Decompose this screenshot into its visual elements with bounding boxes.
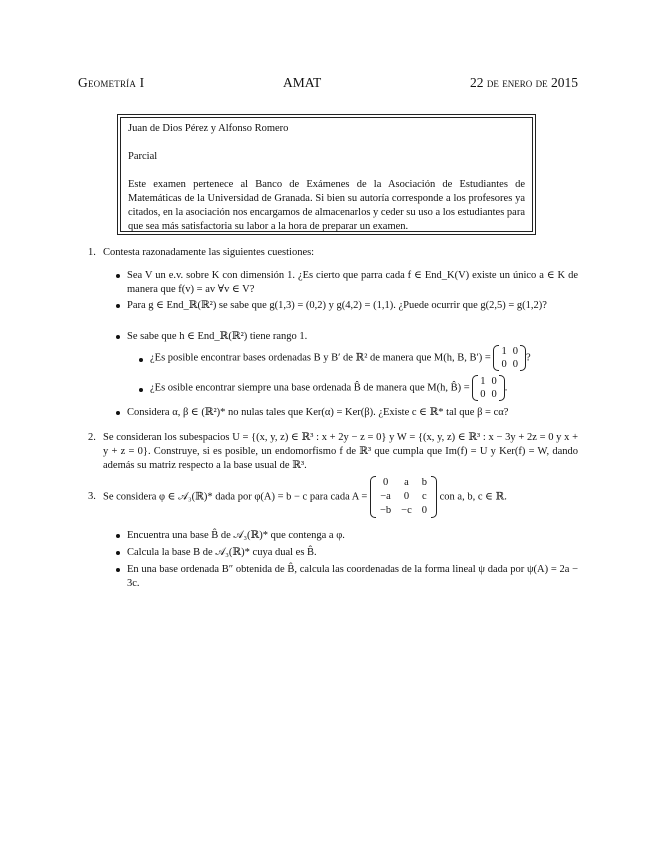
matrix-entry: 0 [512,359,518,370]
item-text: Calcula la base B de 𝒜₃(ℝ)* cuya dual es B̂. [127,547,317,558]
item-text: Encuentra una base B̂ de 𝒜₃(ℝ)* que contenga a φ. [127,530,345,541]
authors: Juan de Dios Pérez y Alfonso Romero [128,123,289,134]
item-text: En una base ordenada B″ obtenida de B̂, calcula las coordenadas de la forma lineal ψ dada por ψ(A) = 2a − 3c. [127,564,578,589]
matrix-entry: 0 [480,389,486,400]
subitem-suffix: . [504,382,508,394]
matrix-entry: 0 [382,477,389,488]
course-title: Geometría I [78,75,145,90]
matrix-entry: −a [380,491,391,502]
question-number: 3. [88,491,96,502]
question-text: Se consideran los subespacios U = {(x, y, z) ∈ ℝ³ : x + 2y − z = 0} y W = {(x, y, z) ∈ ℝ³ : x − 3y + 2z = 0 y x + y + z = 0}. Construye, si es posible, un endomorfismo f de ℝ³ que cumpla que Im(f) = U y Ker(f) = W, dando además su matriz respecto a la base usual de ℝ³. [103,432,578,471]
bullet-icon [116,411,120,415]
question-text-suffix: con a, b, c ∈ ℝ. [439,491,507,503]
bullet-icon [116,551,120,555]
item-text: Sea V un e.v. sobre K con dimensión 1. ¿Es cierto que parra cada f ∈ End_K(V) existe un único a ∈ K de manera que f(v) = av ∀v ∈ V? [127,270,578,295]
bullet-icon [116,304,120,308]
matrix-entry: 1 [480,376,486,387]
exam-type: Parcial [128,151,158,162]
matrix-a [370,476,437,518]
item-text: Se sabe que h ∈ End_ℝ(ℝ²) tiene rango 1. [127,331,308,342]
matrix-entry: c [422,491,427,502]
item-text: Para g ∈ End_ℝ(ℝ²) se sabe que g(1,3) = (0,2) y g(4,2) = (1,1). ¿Puede ocurrir que g(2,5) = g(1,2)? [127,300,547,311]
matrix-m1 [493,345,526,371]
bullet-icon [116,335,120,339]
matrix-entry: 0 [512,346,518,357]
matrix-entry: −c [401,505,412,516]
subitem-suffix: ? [525,352,531,364]
info-box [117,114,536,235]
degree-label: AMAT [283,75,322,90]
question-text: Contesta razonadamente las siguientes cuestiones: [103,247,315,258]
matrix-entry: 0 [421,505,427,516]
bullet-icon [116,568,120,572]
matrix-entry: 0 [501,359,507,370]
question-number: 2. [88,432,96,443]
matrix-entry: 0 [491,389,497,400]
question-text: Se considera φ ∈ 𝒜₃(ℝ)* dada por φ(A) = b − c para cada A = [103,491,368,503]
disclaimer-text: Este examen pertenece al Banco de Exámenes de la Asociación de Estudiantes de Matemáticas de la Universidad de Granada. Si bien su autoría corresponde a los profesores ya citados, en la asociación nos encargamos de almacenarlos y ceder su uso a los estudiantes para que sea más satisfactoria su labor a la hora de preparar un examen. [128,179,525,232]
matrix-entry: 0 [491,376,497,387]
matrix-entry: a [404,477,409,488]
item-text: Considera α, β ∈ (ℝ²)* no nulas tales que Ker(α) = Ker(β). ¿Existe c ∈ ℝ* tal que β = cα? [127,407,509,418]
bullet-icon [139,358,143,362]
exam-date: 22 de enero de 2015 [470,75,578,90]
matrix-entry: 1 [501,346,507,357]
page-header [78,76,578,94]
question-number: 1. [88,247,96,258]
bullet-icon [116,274,120,278]
matrix-entry: −b [379,505,392,516]
bullet-icon [116,534,120,538]
subitem-text: ¿Es osible encontrar siempre una base ordenada B̂ de manera que M(h, B̂) = [150,382,470,394]
subitem-text: ¿Es posible encontrar bases ordenadas B y B′ de ℝ² de manera que M(h, B, B′) = [150,352,491,364]
matrix-m2 [472,375,505,401]
matrix-entry: 0 [403,491,410,502]
bullet-icon [139,388,143,392]
matrix-entry: b [421,477,427,488]
